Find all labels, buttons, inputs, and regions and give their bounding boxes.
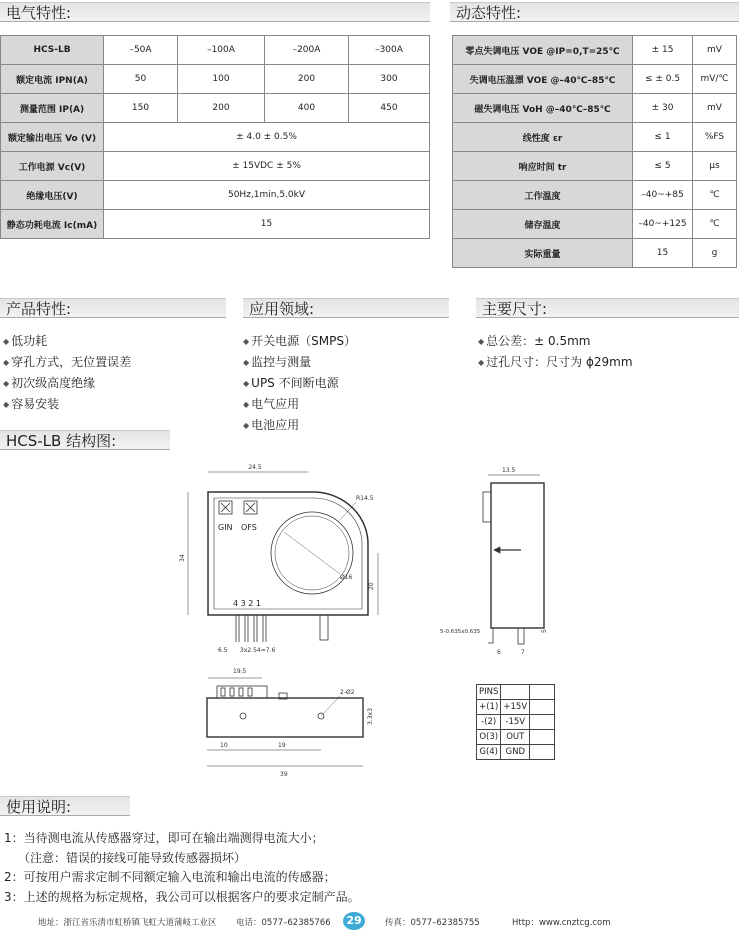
table-cell — [530, 685, 555, 700]
footer-fax: 传真：0577–62385755 — [385, 918, 480, 928]
front-view — [179, 464, 378, 654]
header-features: 产品特性: — [0, 298, 226, 318]
table-cell: 失调电压温漂 VOE @–40℃–85℃ — [453, 65, 633, 94]
dim-label: 5 — [541, 629, 548, 633]
table-cell: 实际重量 — [453, 239, 633, 268]
table-cell: G(4) — [477, 745, 501, 760]
note-line: 2：可按用户需求定制不同额定输入电流和输出电流的传感器； — [4, 870, 336, 884]
table-row — [1, 181, 430, 210]
footer-website[interactable]: Http：www.cnztcg.com — [512, 918, 611, 928]
dim-label: 3x2.54=7.6 — [240, 647, 276, 654]
list-item: ◆ 电池应用 — [243, 415, 356, 436]
table-cell: –200A — [265, 36, 349, 65]
table-cell: 线性度 εr — [453, 123, 633, 152]
table-cell: mV/℃ — [693, 65, 737, 94]
list-item: ◆ 穿孔方式，无位置误差 — [3, 352, 131, 373]
table-cell: 15 — [633, 239, 693, 268]
table-row — [1, 36, 430, 65]
dim-label: Ø16 — [340, 574, 353, 581]
table-cell: ≤ 1 — [633, 123, 693, 152]
table-cell: ± 15 — [633, 36, 693, 65]
table-cell: 15 — [104, 210, 430, 239]
table-cell — [530, 745, 555, 760]
table-cell: +15V — [501, 700, 530, 715]
table-cell: GND — [501, 745, 530, 760]
table-cell: 响应时间 tr — [453, 152, 633, 181]
list-item: ◆ 监控与测量 — [243, 352, 356, 373]
table-row — [1, 152, 430, 181]
table-cell: 50Hz,1min,5.0kV — [104, 181, 430, 210]
list-item: ◆ 总公差：± 0.5mm — [478, 331, 633, 352]
pin-numbers: 4 3 2 1 — [233, 599, 261, 608]
table-cell: 100 — [178, 65, 265, 94]
dim-label: 2-Ø2 — [340, 689, 355, 696]
page-number: 29 — [343, 912, 365, 930]
features-list — [3, 331, 131, 415]
dim-label: 39 — [280, 771, 288, 778]
table-cell: ≤ ± 0.5 — [633, 65, 693, 94]
table-cell: O(3) — [477, 730, 501, 745]
table-cell: 工作温度 — [453, 181, 633, 210]
dim-label: 34 — [179, 554, 186, 562]
header-dynamic: 动态特性: — [450, 2, 739, 22]
list-item: ◆ UPS 不间断电源 — [243, 373, 356, 394]
table-row — [1, 94, 430, 123]
table-cell: ≤ 5 — [633, 152, 693, 181]
pins-table — [476, 684, 555, 760]
table-cell: 静态功耗电流 Ic(mA) — [1, 210, 104, 239]
dim-label: 13.5 — [502, 467, 516, 474]
dim-label: GIN — [218, 523, 233, 532]
dim-label: 6 — [497, 649, 501, 656]
dim-label: 10 — [220, 742, 228, 749]
table-cell: 零点失调电压 VOE @IP=0,T=25℃ — [453, 36, 633, 65]
dim-label: 6.5 — [218, 647, 228, 654]
dim-label: 20 — [368, 582, 375, 590]
table-cell: 200 — [265, 65, 349, 94]
dim-label: 19 — [278, 742, 286, 749]
table-cell: ℃ — [693, 210, 737, 239]
dim-label: 3.3x3 — [367, 708, 374, 725]
header-electrical: 电气特性: — [0, 2, 430, 22]
table-cell: –300A — [349, 36, 430, 65]
header-applications: 应用领域: — [243, 298, 449, 318]
dim-label: 19.5 — [233, 668, 247, 675]
dim-label: OFS — [241, 523, 257, 532]
footer-address: 地址：浙江省乐清市虹桥镇飞虹大道蒲岐工业区 — [38, 918, 217, 928]
dim-label: 7 — [521, 649, 525, 656]
table-row — [453, 65, 737, 94]
table-row — [477, 685, 555, 700]
table-cell: 工作电源 Vc(V) — [1, 152, 104, 181]
table-row — [477, 730, 555, 745]
table-cell: %FS — [693, 123, 737, 152]
dimensions-list — [478, 331, 633, 373]
note-line: （注意：错误的接线可能导致传感器损坏） — [18, 850, 247, 865]
list-item: ◆ 开关电源（SMPS） — [243, 331, 356, 352]
bottom-view — [207, 668, 374, 778]
list-item: ◆ 低功耗 — [3, 331, 131, 352]
table-cell: 400 — [265, 94, 349, 123]
table-cell: -15V — [501, 715, 530, 730]
table-cell — [530, 715, 555, 730]
table-row — [453, 36, 737, 65]
table-cell — [501, 685, 530, 700]
table-row — [453, 181, 737, 210]
table-row — [1, 123, 430, 152]
table-cell: 额定电流 IPN(A) — [1, 65, 104, 94]
table-cell: PINS — [477, 685, 501, 700]
table-cell: –50A — [104, 36, 178, 65]
table-cell: μs — [693, 152, 737, 181]
table-cell: 磁失调电压 VoH @–40℃–85℃ — [453, 94, 633, 123]
table-cell: –40~+85 — [633, 181, 693, 210]
table-cell: mV — [693, 36, 737, 65]
table-cell: ℃ — [693, 181, 737, 210]
table-row — [453, 123, 737, 152]
table-cell: 储存温度 — [453, 210, 633, 239]
table-row — [1, 65, 430, 94]
table-row — [477, 700, 555, 715]
dim-label: 24.5 — [248, 464, 262, 471]
table-cell: 450 — [349, 94, 430, 123]
header-structure: HCS-LB 结构图: — [0, 430, 170, 450]
list-item: ◆ 过孔尺寸：尺寸为 ϕ29mm — [478, 352, 633, 373]
dim-label: 5-0.635x0.635 — [440, 629, 481, 635]
table-row — [1, 210, 430, 239]
table-row — [477, 745, 555, 760]
pin-group — [236, 615, 266, 642]
dynamic-spec-table — [452, 35, 737, 268]
table-cell — [530, 700, 555, 715]
table-row — [453, 210, 737, 239]
side-view — [440, 467, 548, 656]
header-dimensions: 主要尺寸: — [476, 298, 739, 318]
table-cell: mV — [693, 94, 737, 123]
dim-label: R14.5 — [356, 495, 374, 502]
table-cell: –100A — [178, 36, 265, 65]
applications-list — [243, 331, 356, 436]
table-cell: –40~+125 — [633, 210, 693, 239]
note-line: 1：当待测电流从传感器穿过，即可在输出端测得电流大小； — [4, 831, 324, 845]
table-cell: 300 — [349, 65, 430, 94]
structure-drawing — [0, 450, 739, 790]
list-item: ◆ 容易安装 — [3, 394, 131, 415]
header-usage: 使用说明: — [0, 796, 130, 816]
table-cell: ± 15VDC ± 5% — [104, 152, 430, 181]
table-cell: ± 4.0 ± 0.5% — [104, 123, 430, 152]
table-cell: 绝缘电压(V) — [1, 181, 104, 210]
table-cell: 额定输出电压 Vo (V) — [1, 123, 104, 152]
table-row — [453, 152, 737, 181]
table-cell — [530, 730, 555, 745]
electrical-spec-table — [0, 35, 430, 239]
table-cell: HCS-LB — [1, 36, 104, 65]
table-cell: 150 — [104, 94, 178, 123]
footer-phone: 电话：0577–62385766 — [236, 918, 331, 928]
table-cell: 测量范围 IP(A) — [1, 94, 104, 123]
note-line: 3：上述的规格为标定规格，我公司可以根据客户的要求定制产品。 — [4, 889, 360, 904]
table-cell: +(1) — [477, 700, 501, 715]
table-cell: OUT — [501, 730, 530, 745]
table-cell: ± 30 — [633, 94, 693, 123]
usage-notes — [4, 829, 360, 907]
table-cell: g — [693, 239, 737, 268]
table-cell: -(2) — [477, 715, 501, 730]
table-row — [477, 715, 555, 730]
table-cell: 50 — [104, 65, 178, 94]
table-row — [453, 239, 737, 268]
list-item: ◆ 电气应用 — [243, 394, 356, 415]
table-row — [453, 94, 737, 123]
list-item: ◆ 初次级高度绝缘 — [3, 373, 131, 394]
table-cell: 200 — [178, 94, 265, 123]
